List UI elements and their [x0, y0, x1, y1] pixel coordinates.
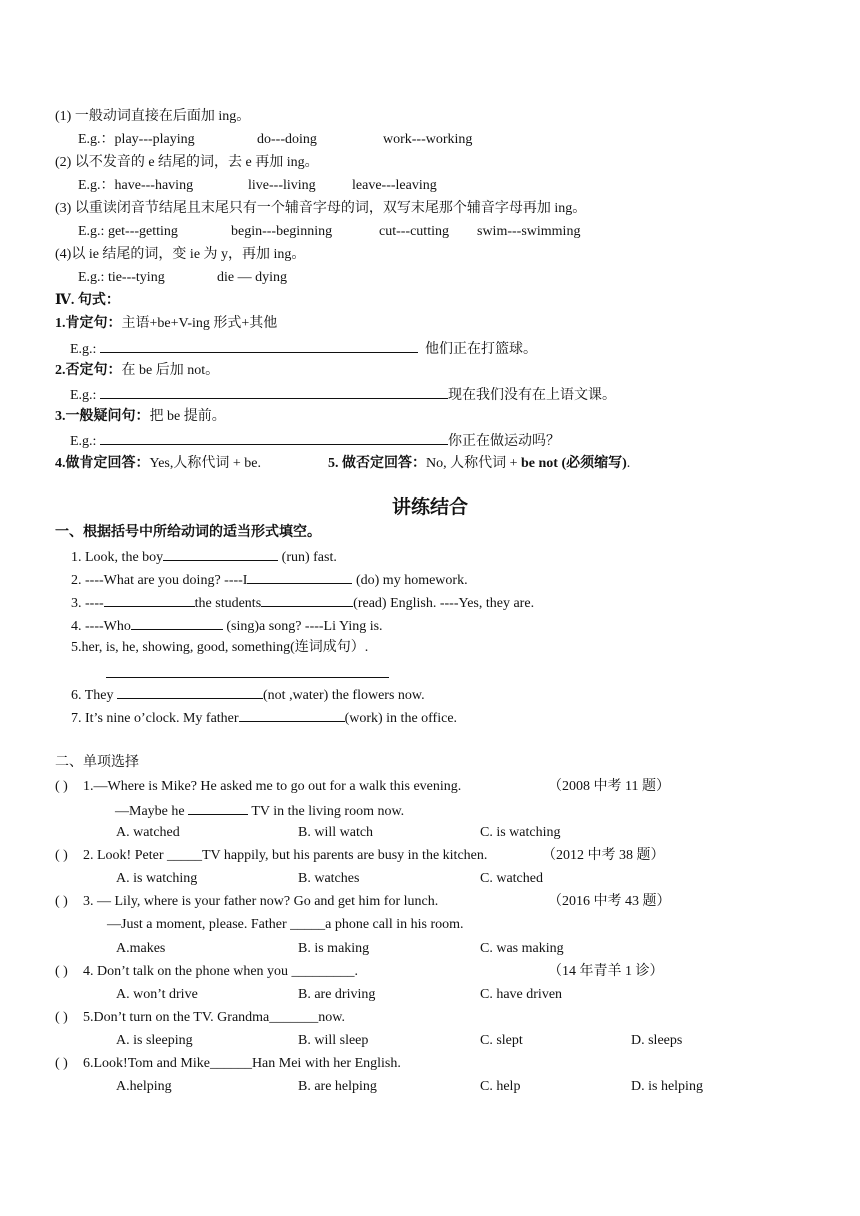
pattern-4-label: 4.做肯定回答：	[55, 456, 150, 471]
option-c[interactable]: C. watched	[480, 871, 543, 886]
answer-paren[interactable]: ( )	[55, 1056, 68, 1071]
fill-question-6	[71, 685, 425, 705]
eg-label: E.g.:	[70, 434, 100, 449]
answer-blank[interactable]	[188, 801, 248, 815]
pattern-2-translation: 现在我们没有在上语文课。	[447, 388, 616, 403]
answer-blank[interactable]	[100, 339, 418, 353]
option-a[interactable]: A.helping	[116, 1079, 172, 1094]
option-b[interactable]: B. is making	[298, 941, 370, 956]
option-c[interactable]: C. slept	[480, 1033, 523, 1048]
rule-1-example-3: work---working	[383, 132, 473, 147]
option-b[interactable]: B. will sleep	[298, 1033, 369, 1048]
answer-blank[interactable]	[247, 570, 352, 584]
mc-question-4-source: （14 年青羊 1 诊）	[548, 964, 664, 979]
question-text: 3. ----	[71, 596, 104, 611]
question-text: (run) fast.	[278, 550, 337, 565]
mc-question-6: 6.Look!Tom and Mike______Han Mei with her English.	[83, 1056, 401, 1071]
option-c[interactable]: C. help	[480, 1079, 521, 1094]
answer-paren[interactable]: ( )	[55, 1010, 68, 1025]
pattern-5-text: No, 人称代词 +	[426, 456, 522, 471]
pattern-2-label: 2.否定句：	[55, 363, 122, 378]
pattern-2-example	[70, 385, 616, 405]
rule-2-example-2: live---living	[248, 178, 316, 193]
mc-question-5: 5.Don’t turn on the TV. Grandma_______now.	[83, 1010, 345, 1025]
pattern-4	[55, 455, 261, 473]
rule-3-example-3: cut---cutting	[379, 224, 449, 239]
pattern-5-end: .	[626, 456, 631, 471]
question-text: 7. It’s nine o’clock. My father	[71, 711, 239, 726]
answer-blank[interactable]	[100, 431, 448, 445]
pattern-3-label: 3.一般疑问句：	[55, 409, 150, 424]
option-c[interactable]: C. was making	[480, 941, 564, 956]
rule-3-example: E.g.: get---getting	[78, 224, 178, 239]
answer-blank[interactable]	[131, 616, 223, 630]
fill-question-5-line	[106, 664, 389, 684]
option-b[interactable]: B. will watch	[298, 825, 374, 840]
question-text: the students	[194, 596, 262, 611]
question-text: 2. ----What are you doing? ----I	[71, 573, 248, 588]
rule-4: (4)以 ie 结尾的词，变 ie 为 y，再加 ing。	[55, 247, 306, 262]
mc-question-2-source: （2012 中考 38 题）	[542, 848, 665, 863]
mc-question-1-source: （2008 中考 11 题）	[548, 779, 670, 794]
eg-label: E.g.:	[70, 388, 100, 403]
fill-question-2	[71, 570, 468, 590]
eg-label: E.g.:	[70, 342, 100, 357]
fill-question-4	[71, 616, 383, 636]
option-d[interactable]: D. sleeps	[631, 1033, 683, 1048]
rule-4-example-2: die — dying	[217, 270, 287, 285]
rule-2-example-3: leave---leaving	[352, 178, 437, 193]
question-text: TV in the living room now.	[248, 804, 405, 819]
pattern-1-example	[70, 339, 537, 359]
fill-question-3	[71, 593, 534, 613]
rule-1-example: E.g.：play---playing	[78, 132, 195, 147]
mc-question-2: 2. Look! Peter _____TV happily, but his parents are busy in the kitchen.	[83, 848, 488, 863]
question-text: 4. ----Who	[71, 619, 131, 634]
mc-question-1-line2	[115, 801, 404, 821]
question-text: 1. Look, the boy	[71, 550, 164, 565]
pattern-1	[55, 315, 277, 333]
pattern-4-text: Yes,人称代词 + be.	[149, 456, 261, 471]
option-c[interactable]: C. is watching	[480, 825, 561, 840]
answer-paren[interactable]: ( )	[55, 779, 68, 794]
answer-blank[interactable]	[104, 593, 195, 607]
pattern-2-text: 在 be 后加 not。	[121, 363, 220, 378]
option-a[interactable]: A. is sleeping	[116, 1033, 193, 1048]
answer-blank[interactable]	[163, 547, 278, 561]
question-text: (sing)a song? ----Li Ying is.	[222, 619, 383, 634]
answer-blank[interactable]	[261, 593, 353, 607]
answer-paren[interactable]: ( )	[55, 894, 68, 909]
question-text: —Maybe he	[115, 804, 189, 819]
rule-1: (1) 一般动词直接在后面加 ing。	[55, 109, 251, 124]
answer-paren[interactable]: ( )	[55, 848, 68, 863]
rule-2-example: E.g.：have---having	[78, 178, 194, 193]
rule-3-example-4: swim---swimming	[477, 224, 581, 239]
mc-question-1: 1.—Where is Mike? He asked me to go out for a walk this evening.	[83, 779, 462, 794]
answer-blank[interactable]	[117, 685, 263, 699]
answer-blank[interactable]	[100, 385, 448, 399]
option-a[interactable]: A. won’t drive	[116, 987, 198, 1002]
part1-heading: 一、根据括号中所给动词的适当形式填空。	[55, 525, 321, 540]
option-b[interactable]: B. are helping	[298, 1079, 377, 1094]
question-text: (work) in the office.	[344, 711, 458, 726]
option-d[interactable]: D. is helping	[631, 1079, 703, 1094]
question-text: (read) English. ----Yes, they are.	[353, 596, 535, 611]
answer-blank[interactable]	[106, 664, 389, 678]
question-text: (not ,water) the flowers now.	[263, 688, 425, 703]
pattern-1-label: 1.肯定句：	[55, 316, 122, 331]
question-text: 6. They	[71, 688, 118, 703]
option-b[interactable]: B. watches	[298, 871, 360, 886]
pattern-1-translation: 他们正在打篮球。	[424, 342, 537, 357]
patterns-heading: Ⅳ. 句式：	[55, 293, 120, 308]
pattern-3-translation: 你正在做运动吗？	[447, 434, 560, 449]
option-a[interactable]: A.makes	[116, 941, 166, 956]
answer-paren[interactable]: ( )	[55, 964, 68, 979]
rule-3-example-2: begin---beginning	[231, 224, 333, 239]
pattern-1-text: 主语+be+V-ing 形式+其他	[121, 316, 278, 331]
rule-4-example: E.g.: tie---tying	[78, 270, 165, 285]
rule-3: (3) 以重读闭音节结尾且末尾只有一个辅音字母的词，双写末尾那个辅音字母再加 ing。	[55, 201, 587, 216]
fill-question-7	[71, 708, 457, 728]
pattern-5-bold: be not (必须缩写)	[521, 456, 627, 471]
pattern-5	[328, 455, 630, 473]
option-b[interactable]: B. are driving	[298, 987, 376, 1002]
pattern-2	[55, 362, 219, 380]
option-c[interactable]: C. have driven	[480, 987, 563, 1002]
fill-question-5: 5.her, is, he, showing, good, something(连词成句）.	[71, 640, 369, 655]
answer-blank[interactable]	[239, 708, 345, 722]
pattern-3-text: 把 be 提前。	[149, 409, 226, 424]
pattern-3-example	[70, 431, 560, 451]
mc-question-3-line2: —Just a moment, please. Father _____a phone call in his room.	[107, 917, 464, 932]
pattern-3	[55, 408, 226, 426]
mc-question-3: 3. — Lily, where is your father now? Go and get him for lunch.	[83, 894, 439, 909]
fill-question-1	[71, 547, 337, 567]
rule-2: (2) 以不发音的 e 结尾的词，去 e 再加 ing。	[55, 155, 319, 170]
option-a[interactable]: A. watched	[116, 825, 180, 840]
option-a[interactable]: A. is watching	[116, 871, 198, 886]
pattern-5-label: 5. 做否定回答：	[328, 456, 426, 471]
mc-question-4: 4. Don’t talk on the phone when you _________.	[83, 964, 359, 979]
section-title: 讲练结合	[391, 497, 468, 518]
question-text: (do) my homework.	[352, 573, 468, 588]
part2-heading: 二、单项选择	[55, 755, 139, 770]
rule-1-example-2: do---doing	[257, 132, 317, 147]
mc-question-3-source: （2016 中考 43 题）	[548, 894, 671, 909]
